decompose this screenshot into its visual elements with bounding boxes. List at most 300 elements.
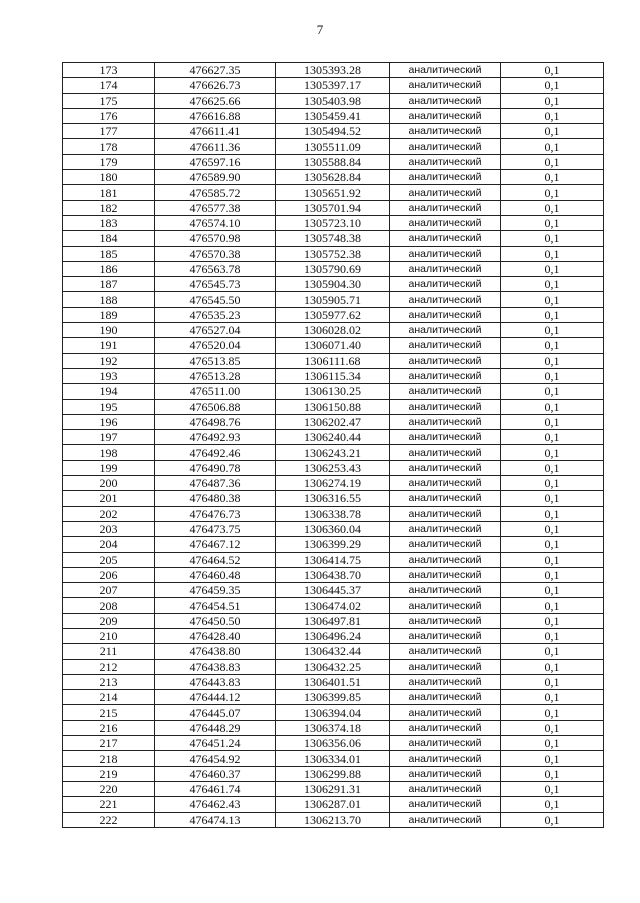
y-coordinate-cell: 1305588.84 bbox=[276, 154, 390, 169]
table-row bbox=[63, 506, 604, 521]
x-coordinate-cell: 476627.35 bbox=[155, 63, 276, 78]
table-row bbox=[63, 139, 604, 154]
x-coordinate-cell: 476563.78 bbox=[155, 261, 276, 276]
x-coordinate-cell: 476451.24 bbox=[155, 736, 276, 751]
method-cell: аналитический bbox=[390, 338, 501, 353]
y-coordinate-cell: 1306274.19 bbox=[276, 476, 390, 491]
accuracy-cell: 0,1 bbox=[501, 644, 604, 659]
accuracy-cell: 0,1 bbox=[501, 307, 604, 322]
table-row bbox=[63, 598, 604, 613]
x-coordinate-cell: 476585.72 bbox=[155, 185, 276, 200]
table-row bbox=[63, 353, 604, 368]
method-cell: аналитический bbox=[390, 277, 501, 292]
accuracy-cell: 0,1 bbox=[501, 246, 604, 261]
y-coordinate-cell: 1306445.37 bbox=[276, 583, 390, 598]
table-row bbox=[63, 323, 604, 338]
point-number-cell: 181 bbox=[63, 185, 155, 200]
y-coordinate-cell: 1305905.71 bbox=[276, 292, 390, 307]
accuracy-cell: 0,1 bbox=[501, 338, 604, 353]
y-coordinate-cell: 1306028.02 bbox=[276, 323, 390, 338]
accuracy-cell: 0,1 bbox=[501, 736, 604, 751]
point-number-cell: 175 bbox=[63, 93, 155, 108]
method-cell: аналитический bbox=[390, 720, 501, 735]
x-coordinate-cell: 476506.88 bbox=[155, 399, 276, 414]
accuracy-cell: 0,1 bbox=[501, 63, 604, 78]
point-number-cell: 210 bbox=[63, 628, 155, 643]
table-row bbox=[63, 277, 604, 292]
table-row bbox=[63, 414, 604, 429]
point-number-cell: 178 bbox=[63, 139, 155, 154]
method-cell: аналитический bbox=[390, 613, 501, 628]
table-row bbox=[63, 78, 604, 93]
x-coordinate-cell: 476487.36 bbox=[155, 476, 276, 491]
table-row bbox=[63, 583, 604, 598]
point-number-cell: 216 bbox=[63, 720, 155, 735]
accuracy-cell: 0,1 bbox=[501, 368, 604, 383]
x-coordinate-cell: 476498.76 bbox=[155, 414, 276, 429]
method-cell: аналитический bbox=[390, 170, 501, 185]
x-coordinate-cell: 476459.35 bbox=[155, 583, 276, 598]
point-number-cell: 186 bbox=[63, 261, 155, 276]
method-cell: аналитический bbox=[390, 307, 501, 322]
y-coordinate-cell: 1306394.04 bbox=[276, 705, 390, 720]
y-coordinate-cell: 1305494.52 bbox=[276, 124, 390, 139]
x-coordinate-cell: 476611.41 bbox=[155, 124, 276, 139]
x-coordinate-cell: 476454.92 bbox=[155, 751, 276, 766]
page-number: 7 bbox=[316, 22, 324, 37]
y-coordinate-cell: 1306432.44 bbox=[276, 644, 390, 659]
y-coordinate-cell: 1306438.70 bbox=[276, 567, 390, 582]
y-coordinate-cell: 1305723.10 bbox=[276, 215, 390, 230]
table-row bbox=[63, 399, 604, 414]
method-cell: аналитический bbox=[390, 368, 501, 383]
accuracy-cell: 0,1 bbox=[501, 384, 604, 399]
y-coordinate-cell: 1306374.18 bbox=[276, 720, 390, 735]
x-coordinate-cell: 476444.12 bbox=[155, 690, 276, 705]
table-row bbox=[63, 797, 604, 812]
x-coordinate-cell: 476570.38 bbox=[155, 246, 276, 261]
x-coordinate-cell: 476450.50 bbox=[155, 613, 276, 628]
point-number-cell: 209 bbox=[63, 613, 155, 628]
table-row bbox=[63, 338, 604, 353]
point-number-cell: 221 bbox=[63, 797, 155, 812]
table-row bbox=[63, 476, 604, 491]
y-coordinate-cell: 1306115.34 bbox=[276, 368, 390, 383]
accuracy-cell: 0,1 bbox=[501, 108, 604, 123]
x-coordinate-cell: 476597.16 bbox=[155, 154, 276, 169]
accuracy-cell: 0,1 bbox=[501, 185, 604, 200]
point-number-cell: 174 bbox=[63, 78, 155, 93]
point-number-cell: 194 bbox=[63, 384, 155, 399]
table-row bbox=[63, 368, 604, 383]
y-coordinate-cell: 1305397.17 bbox=[276, 78, 390, 93]
y-coordinate-cell: 1305977.62 bbox=[276, 307, 390, 322]
accuracy-cell: 0,1 bbox=[501, 521, 604, 536]
method-cell: аналитический bbox=[390, 108, 501, 123]
method-cell: аналитический bbox=[390, 200, 501, 215]
x-coordinate-cell: 476616.88 bbox=[155, 108, 276, 123]
x-coordinate-cell: 476448.29 bbox=[155, 720, 276, 735]
table-row bbox=[63, 185, 604, 200]
y-coordinate-cell: 1305748.38 bbox=[276, 231, 390, 246]
accuracy-cell: 0,1 bbox=[501, 659, 604, 674]
accuracy-cell: 0,1 bbox=[501, 613, 604, 628]
x-coordinate-cell: 476461.74 bbox=[155, 781, 276, 796]
accuracy-cell: 0,1 bbox=[501, 583, 604, 598]
point-number-cell: 205 bbox=[63, 552, 155, 567]
table-row bbox=[63, 292, 604, 307]
table-row bbox=[63, 261, 604, 276]
method-cell: аналитический bbox=[390, 414, 501, 429]
accuracy-cell: 0,1 bbox=[501, 628, 604, 643]
method-cell: аналитический bbox=[390, 430, 501, 445]
x-coordinate-cell: 476611.36 bbox=[155, 139, 276, 154]
point-number-cell: 187 bbox=[63, 277, 155, 292]
y-coordinate-cell: 1305459.41 bbox=[276, 108, 390, 123]
point-number-cell: 185 bbox=[63, 246, 155, 261]
point-number-cell: 189 bbox=[63, 307, 155, 322]
y-coordinate-cell: 1306399.85 bbox=[276, 690, 390, 705]
method-cell: аналитический bbox=[390, 766, 501, 781]
x-coordinate-cell: 476445.07 bbox=[155, 705, 276, 720]
x-coordinate-cell: 476428.40 bbox=[155, 628, 276, 643]
y-coordinate-cell: 1306243.21 bbox=[276, 445, 390, 460]
point-number-cell: 201 bbox=[63, 491, 155, 506]
method-cell: аналитический bbox=[390, 231, 501, 246]
y-coordinate-cell: 1306360.04 bbox=[276, 521, 390, 536]
x-coordinate-cell: 476527.04 bbox=[155, 323, 276, 338]
point-number-cell: 200 bbox=[63, 476, 155, 491]
point-number-cell: 197 bbox=[63, 430, 155, 445]
table-row bbox=[63, 124, 604, 139]
table-row bbox=[63, 644, 604, 659]
y-coordinate-cell: 1306202.47 bbox=[276, 414, 390, 429]
coordinates-table-body bbox=[63, 63, 604, 828]
accuracy-cell: 0,1 bbox=[501, 491, 604, 506]
accuracy-cell: 0,1 bbox=[501, 720, 604, 735]
y-coordinate-cell: 1305628.84 bbox=[276, 170, 390, 185]
method-cell: аналитический bbox=[390, 445, 501, 460]
point-number-cell: 220 bbox=[63, 781, 155, 796]
method-cell: аналитический bbox=[390, 491, 501, 506]
point-number-cell: 215 bbox=[63, 705, 155, 720]
table-row bbox=[63, 170, 604, 185]
y-coordinate-cell: 1306401.51 bbox=[276, 674, 390, 689]
method-cell: аналитический bbox=[390, 628, 501, 643]
accuracy-cell: 0,1 bbox=[501, 445, 604, 460]
point-number-cell: 191 bbox=[63, 338, 155, 353]
point-number-cell: 217 bbox=[63, 736, 155, 751]
x-coordinate-cell: 476462.43 bbox=[155, 797, 276, 812]
point-number-cell: 222 bbox=[63, 812, 155, 827]
y-coordinate-cell: 1306399.29 bbox=[276, 537, 390, 552]
point-number-cell: 179 bbox=[63, 154, 155, 169]
table-row bbox=[63, 690, 604, 705]
y-coordinate-cell: 1306474.02 bbox=[276, 598, 390, 613]
table-row bbox=[63, 552, 604, 567]
x-coordinate-cell: 476480.38 bbox=[155, 491, 276, 506]
method-cell: аналитический bbox=[390, 399, 501, 414]
x-coordinate-cell: 476513.85 bbox=[155, 353, 276, 368]
accuracy-cell: 0,1 bbox=[501, 200, 604, 215]
table-row bbox=[63, 445, 604, 460]
table-row bbox=[63, 781, 604, 796]
x-coordinate-cell: 476513.28 bbox=[155, 368, 276, 383]
accuracy-cell: 0,1 bbox=[501, 812, 604, 827]
x-coordinate-cell: 476460.48 bbox=[155, 567, 276, 582]
point-number-cell: 195 bbox=[63, 399, 155, 414]
x-coordinate-cell: 476438.80 bbox=[155, 644, 276, 659]
x-coordinate-cell: 476520.04 bbox=[155, 338, 276, 353]
point-number-cell: 177 bbox=[63, 124, 155, 139]
x-coordinate-cell: 476473.75 bbox=[155, 521, 276, 536]
point-number-cell: 183 bbox=[63, 215, 155, 230]
method-cell: аналитический bbox=[390, 659, 501, 674]
y-coordinate-cell: 1306316.55 bbox=[276, 491, 390, 506]
accuracy-cell: 0,1 bbox=[501, 414, 604, 429]
point-number-cell: 184 bbox=[63, 231, 155, 246]
y-coordinate-cell: 1306287.01 bbox=[276, 797, 390, 812]
method-cell: аналитический bbox=[390, 124, 501, 139]
point-number-cell: 199 bbox=[63, 460, 155, 475]
y-coordinate-cell: 1306253.43 bbox=[276, 460, 390, 475]
table-row bbox=[63, 613, 604, 628]
table-row bbox=[63, 246, 604, 261]
y-coordinate-cell: 1306356.06 bbox=[276, 736, 390, 751]
y-coordinate-cell: 1305701.94 bbox=[276, 200, 390, 215]
x-coordinate-cell: 476438.83 bbox=[155, 659, 276, 674]
accuracy-cell: 0,1 bbox=[501, 124, 604, 139]
point-number-cell: 213 bbox=[63, 674, 155, 689]
accuracy-cell: 0,1 bbox=[501, 231, 604, 246]
y-coordinate-cell: 1305904.30 bbox=[276, 277, 390, 292]
point-number-cell: 196 bbox=[63, 414, 155, 429]
point-number-cell: 207 bbox=[63, 583, 155, 598]
table-row bbox=[63, 200, 604, 215]
point-number-cell: 202 bbox=[63, 506, 155, 521]
y-coordinate-cell: 1305790.69 bbox=[276, 261, 390, 276]
accuracy-cell: 0,1 bbox=[501, 399, 604, 414]
table-row bbox=[63, 307, 604, 322]
accuracy-cell: 0,1 bbox=[501, 797, 604, 812]
y-coordinate-cell: 1305752.38 bbox=[276, 246, 390, 261]
table-row bbox=[63, 736, 604, 751]
table-row bbox=[63, 766, 604, 781]
table-row bbox=[63, 154, 604, 169]
method-cell: аналитический bbox=[390, 384, 501, 399]
method-cell: аналитический bbox=[390, 246, 501, 261]
x-coordinate-cell: 476492.93 bbox=[155, 430, 276, 445]
table-row bbox=[63, 93, 604, 108]
accuracy-cell: 0,1 bbox=[501, 430, 604, 445]
point-number-cell: 198 bbox=[63, 445, 155, 460]
table-row bbox=[63, 659, 604, 674]
table-row bbox=[63, 751, 604, 766]
accuracy-cell: 0,1 bbox=[501, 690, 604, 705]
point-number-cell: 182 bbox=[63, 200, 155, 215]
method-cell: аналитический bbox=[390, 78, 501, 93]
point-number-cell: 214 bbox=[63, 690, 155, 705]
y-coordinate-cell: 1306240.44 bbox=[276, 430, 390, 445]
y-coordinate-cell: 1306496.24 bbox=[276, 628, 390, 643]
table-row bbox=[63, 567, 604, 582]
accuracy-cell: 0,1 bbox=[501, 170, 604, 185]
y-coordinate-cell: 1306299.88 bbox=[276, 766, 390, 781]
y-coordinate-cell: 1305511.09 bbox=[276, 139, 390, 154]
y-coordinate-cell: 1305403.98 bbox=[276, 93, 390, 108]
x-coordinate-cell: 476460.37 bbox=[155, 766, 276, 781]
x-coordinate-cell: 476492.46 bbox=[155, 445, 276, 460]
x-coordinate-cell: 476511.00 bbox=[155, 384, 276, 399]
accuracy-cell: 0,1 bbox=[501, 277, 604, 292]
point-number-cell: 208 bbox=[63, 598, 155, 613]
method-cell: аналитический bbox=[390, 261, 501, 276]
method-cell: аналитический bbox=[390, 506, 501, 521]
point-number-cell: 211 bbox=[63, 644, 155, 659]
method-cell: аналитический bbox=[390, 797, 501, 812]
table-row bbox=[63, 521, 604, 536]
accuracy-cell: 0,1 bbox=[501, 261, 604, 276]
x-coordinate-cell: 476545.73 bbox=[155, 277, 276, 292]
x-coordinate-cell: 476474.13 bbox=[155, 812, 276, 827]
accuracy-cell: 0,1 bbox=[501, 751, 604, 766]
x-coordinate-cell: 476476.73 bbox=[155, 506, 276, 521]
table-row bbox=[63, 215, 604, 230]
method-cell: аналитический bbox=[390, 460, 501, 475]
method-cell: аналитический bbox=[390, 185, 501, 200]
x-coordinate-cell: 476626.73 bbox=[155, 78, 276, 93]
y-coordinate-cell: 1306338.78 bbox=[276, 506, 390, 521]
method-cell: аналитический bbox=[390, 690, 501, 705]
accuracy-cell: 0,1 bbox=[501, 215, 604, 230]
accuracy-cell: 0,1 bbox=[501, 537, 604, 552]
table-row bbox=[63, 674, 604, 689]
x-coordinate-cell: 476570.98 bbox=[155, 231, 276, 246]
table-row bbox=[63, 537, 604, 552]
y-coordinate-cell: 1306414.75 bbox=[276, 552, 390, 567]
x-coordinate-cell: 476577.38 bbox=[155, 200, 276, 215]
method-cell: аналитический bbox=[390, 215, 501, 230]
method-cell: аналитический bbox=[390, 781, 501, 796]
table-row bbox=[63, 705, 604, 720]
method-cell: аналитический bbox=[390, 705, 501, 720]
y-coordinate-cell: 1306291.31 bbox=[276, 781, 390, 796]
point-number-cell: 188 bbox=[63, 292, 155, 307]
method-cell: аналитический bbox=[390, 154, 501, 169]
table-row bbox=[63, 812, 604, 827]
x-coordinate-cell: 476467.12 bbox=[155, 537, 276, 552]
point-number-cell: 218 bbox=[63, 751, 155, 766]
accuracy-cell: 0,1 bbox=[501, 323, 604, 338]
point-number-cell: 204 bbox=[63, 537, 155, 552]
y-coordinate-cell: 1306130.25 bbox=[276, 384, 390, 399]
accuracy-cell: 0,1 bbox=[501, 139, 604, 154]
y-coordinate-cell: 1306111.68 bbox=[276, 353, 390, 368]
method-cell: аналитический bbox=[390, 323, 501, 338]
point-number-cell: 206 bbox=[63, 567, 155, 582]
y-coordinate-cell: 1306334.01 bbox=[276, 751, 390, 766]
method-cell: аналитический bbox=[390, 139, 501, 154]
x-coordinate-cell: 476545.50 bbox=[155, 292, 276, 307]
table-row bbox=[63, 108, 604, 123]
method-cell: аналитический bbox=[390, 63, 501, 78]
y-coordinate-cell: 1306432.25 bbox=[276, 659, 390, 674]
x-coordinate-cell: 476490.78 bbox=[155, 460, 276, 475]
method-cell: аналитический bbox=[390, 521, 501, 536]
accuracy-cell: 0,1 bbox=[501, 552, 604, 567]
method-cell: аналитический bbox=[390, 674, 501, 689]
table-row bbox=[63, 628, 604, 643]
x-coordinate-cell: 476454.51 bbox=[155, 598, 276, 613]
method-cell: аналитический bbox=[390, 751, 501, 766]
x-coordinate-cell: 476589.90 bbox=[155, 170, 276, 185]
accuracy-cell: 0,1 bbox=[501, 154, 604, 169]
x-coordinate-cell: 476574.10 bbox=[155, 215, 276, 230]
point-number-cell: 176 bbox=[63, 108, 155, 123]
point-number-cell: 193 bbox=[63, 368, 155, 383]
x-coordinate-cell: 476535.23 bbox=[155, 307, 276, 322]
point-number-cell: 219 bbox=[63, 766, 155, 781]
table-row bbox=[63, 63, 604, 78]
accuracy-cell: 0,1 bbox=[501, 674, 604, 689]
method-cell: аналитический bbox=[390, 93, 501, 108]
accuracy-cell: 0,1 bbox=[501, 598, 604, 613]
accuracy-cell: 0,1 bbox=[501, 353, 604, 368]
accuracy-cell: 0,1 bbox=[501, 705, 604, 720]
method-cell: аналитический bbox=[390, 644, 501, 659]
method-cell: аналитический bbox=[390, 292, 501, 307]
table-row bbox=[63, 460, 604, 475]
table-row bbox=[63, 430, 604, 445]
table-row bbox=[63, 231, 604, 246]
coordinates-table bbox=[62, 62, 604, 828]
y-coordinate-cell: 1306150.88 bbox=[276, 399, 390, 414]
accuracy-cell: 0,1 bbox=[501, 567, 604, 582]
accuracy-cell: 0,1 bbox=[501, 506, 604, 521]
y-coordinate-cell: 1306497.81 bbox=[276, 613, 390, 628]
accuracy-cell: 0,1 bbox=[501, 781, 604, 796]
table-row bbox=[63, 384, 604, 399]
method-cell: аналитический bbox=[390, 567, 501, 582]
method-cell: аналитический bbox=[390, 736, 501, 751]
point-number-cell: 203 bbox=[63, 521, 155, 536]
table-row bbox=[63, 720, 604, 735]
accuracy-cell: 0,1 bbox=[501, 460, 604, 475]
point-number-cell: 173 bbox=[63, 63, 155, 78]
method-cell: аналитический bbox=[390, 598, 501, 613]
method-cell: аналитический bbox=[390, 812, 501, 827]
y-coordinate-cell: 1306213.70 bbox=[276, 812, 390, 827]
x-coordinate-cell: 476443.83 bbox=[155, 674, 276, 689]
accuracy-cell: 0,1 bbox=[501, 766, 604, 781]
point-number-cell: 212 bbox=[63, 659, 155, 674]
x-coordinate-cell: 476625.66 bbox=[155, 93, 276, 108]
point-number-cell: 190 bbox=[63, 323, 155, 338]
method-cell: аналитический bbox=[390, 353, 501, 368]
table-row bbox=[63, 491, 604, 506]
method-cell: аналитический bbox=[390, 583, 501, 598]
accuracy-cell: 0,1 bbox=[501, 476, 604, 491]
point-number-cell: 192 bbox=[63, 353, 155, 368]
method-cell: аналитический bbox=[390, 552, 501, 567]
accuracy-cell: 0,1 bbox=[501, 93, 604, 108]
x-coordinate-cell: 476464.52 bbox=[155, 552, 276, 567]
method-cell: аналитический bbox=[390, 537, 501, 552]
y-coordinate-cell: 1306071.40 bbox=[276, 338, 390, 353]
accuracy-cell: 0,1 bbox=[501, 292, 604, 307]
y-coordinate-cell: 1305393.28 bbox=[276, 63, 390, 78]
point-number-cell: 180 bbox=[63, 170, 155, 185]
